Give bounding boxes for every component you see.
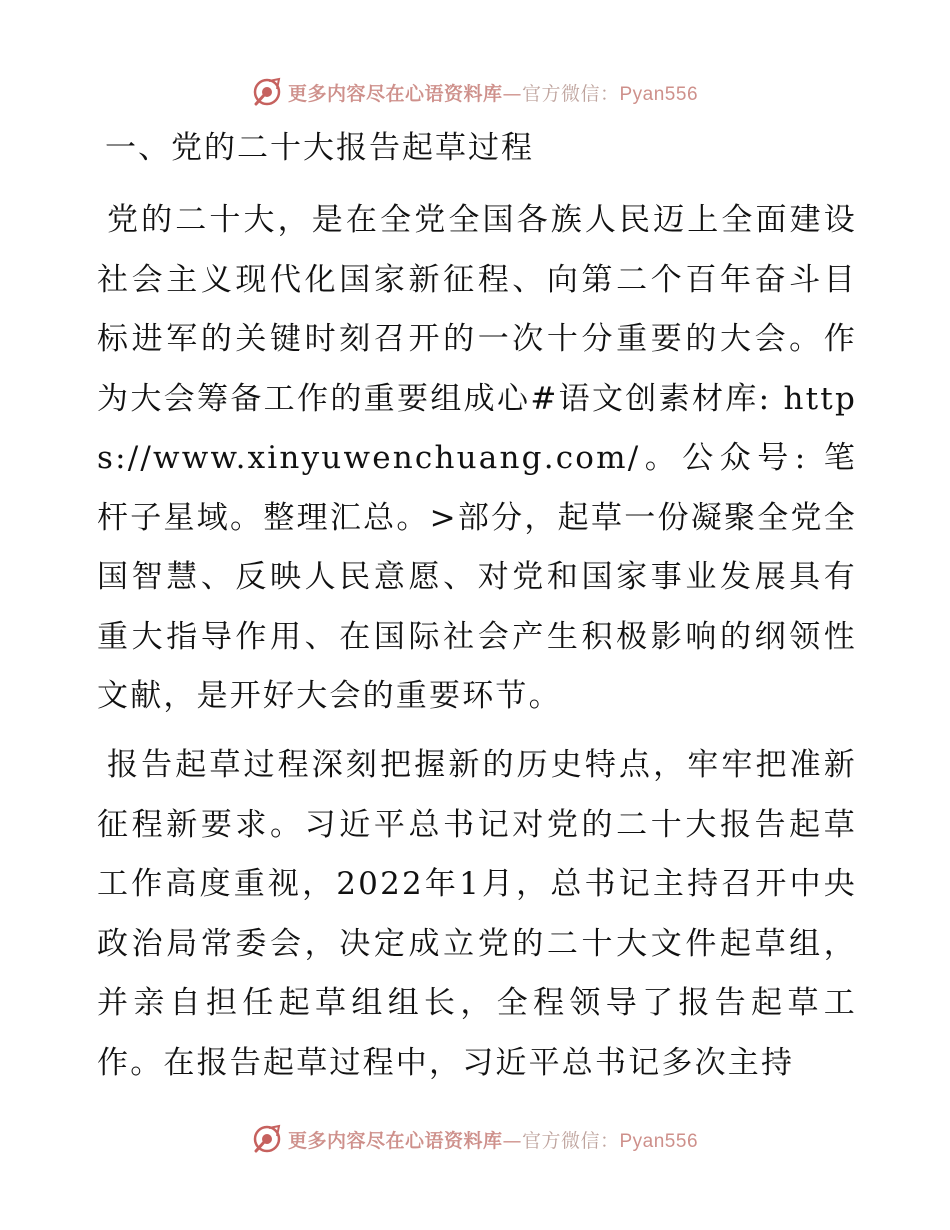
watermark-dash: — <box>502 1129 522 1152</box>
watermark-footer <box>0 1119 950 1159</box>
watermark-wechat-id: Pyan556 <box>619 1130 699 1152</box>
watermark-official-label: 官方微信： <box>521 82 620 105</box>
watermark-wechat-id: Pyan556 <box>619 83 699 105</box>
watermark-brand: 更多内容尽在心语资料库 <box>287 82 503 105</box>
paragraph-2: 报告起草过程深刻把握新的历史特点，牢牢把准新征程新要求。习近平总书记对党的二十大报告起草工作高度重视，2022年1月，总书记主持召开中央政治局常委会，决定成立党的二十大文件起草组，并亲自担任起草组组长，全程领导了报告起草工作。在报告起草过程中，习近平总书记多次主持 <box>97 747 857 1081</box>
section-heading: 一、党的二十大报告起草过程 <box>105 130 534 166</box>
watermark-official-label: 官方微信： <box>521 1129 620 1152</box>
watermark-text <box>288 1126 698 1153</box>
pen-logo-icon <box>252 77 282 107</box>
watermark-brand: 更多内容尽在心语资料库 <box>287 1129 503 1152</box>
watermark-header <box>0 72 950 112</box>
pen-logo-icon <box>252 1124 282 1154</box>
watermark-text <box>288 79 698 106</box>
watermark-dash: — <box>502 82 522 105</box>
paragraph-1: 党的二十大，是在全党全国各族人民迈上全面建设社会主义现代化国家新征程、向第二个百年奋斗目标进军的关键时刻召开的一次十分重要的大会。作为大会筹备工作的重要组成心#语文创素材库: https://www.xinyuwenchuang.com/。公众号: 笔杆子星域。整理汇总。>部分，起草一份凝聚全党全国智慧、反映人民意愿、对党和国家事业发展具有重大指导作用、在国际社会产生积极影响的纲领性文献，是开好大会的重要环节。 <box>97 202 857 714</box>
